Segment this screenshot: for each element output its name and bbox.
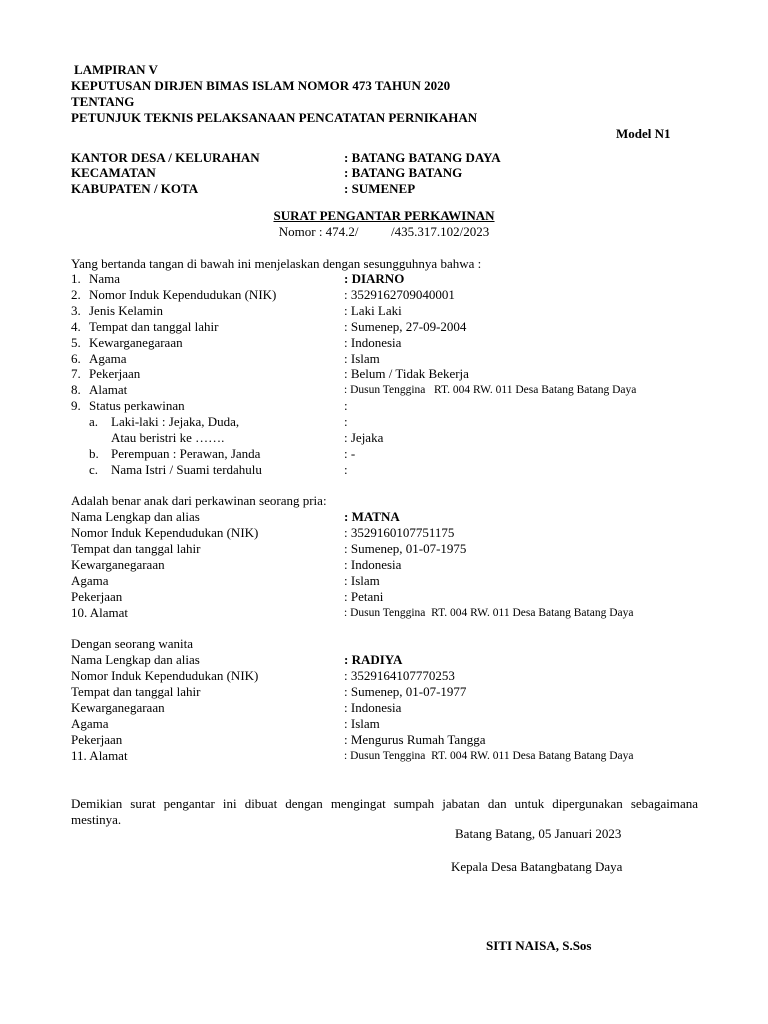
row-value: : Jejaka <box>344 430 384 445</box>
row-label: Tempat dan tanggal lahir <box>71 541 201 556</box>
row-number: 9. <box>71 398 81 413</box>
row-label: Tempat dan tanggal lahir <box>71 684 201 699</box>
model-label: Model N1 <box>616 126 671 141</box>
row-label: Kewarganegaraan <box>89 335 183 350</box>
row-number: 6. <box>71 351 81 366</box>
closing-text: Demikian surat pengantar ini dibuat dengan mengingat sumpah jabatan dan untuk dipergunakan sebagaimana <box>71 796 698 811</box>
row-label: Pekerjaan <box>71 589 123 604</box>
row-value: : <box>344 462 348 477</box>
row-label: Agama <box>71 573 109 588</box>
row-value: : Indonesia <box>344 335 402 350</box>
row-number: 5. <box>71 335 81 350</box>
intro-text: Yang bertanda tangan di bawah ini menjelaskan dengan sesungguhnya bahwa : <box>71 256 482 271</box>
row-label: Nama Lengkap dan alias <box>71 652 200 667</box>
office-value: : BATANG BATANG <box>344 165 463 180</box>
row-value: : Indonesia <box>344 700 402 715</box>
mother-intro: Dengan seorang wanita <box>71 636 194 651</box>
row-number: 7. <box>71 366 81 381</box>
father-intro: Adalah benar anak dari perkawinan seorang pria: <box>71 493 327 508</box>
place-date: Batang Batang, 05 Januari 2023 <box>455 826 622 841</box>
row-label: Jenis Kelamin <box>89 303 164 318</box>
row-label: Nama <box>89 271 121 286</box>
row-label: Status perkawinan <box>89 398 185 413</box>
row-number: 3. <box>71 303 81 318</box>
row-value: : Petani <box>344 589 384 604</box>
row-value: : RADIYA <box>344 652 403 667</box>
row-value: : DIARNO <box>344 271 405 286</box>
row-number: c. <box>89 462 99 477</box>
letter-title: SURAT PENGANTAR PERKAWINAN <box>273 208 495 223</box>
row-value: : 3529160107751175 <box>344 525 455 540</box>
row-value: : Belum / Tidak Bekerja <box>344 366 469 381</box>
row-label: 10. Alamat <box>71 605 129 620</box>
row-value: : Islam <box>344 573 380 588</box>
signer-name: SITI NAISA, S.Sos <box>486 938 592 953</box>
row-label: Nomor Induk Kependudukan (NIK) <box>89 287 277 302</box>
row-value: : 3529162709040001 <box>344 287 455 302</box>
row-label: Nomor Induk Kependudukan (NIK) <box>71 668 259 683</box>
row-label: Laki-laki : Jejaka, Duda, <box>111 414 240 429</box>
row-value: : <box>344 414 348 429</box>
row-value: : - <box>344 446 356 461</box>
row-label: Agama <box>89 351 127 366</box>
row-label: Perempuan : Perawan, Janda <box>111 446 261 461</box>
row-value: : Indonesia <box>344 557 402 572</box>
row-value: : Sumenep, 01-07-1975 <box>344 541 467 556</box>
row-value: : 3529164107770253 <box>344 668 455 683</box>
office-label: KECAMATAN <box>71 165 156 180</box>
office-label: KABUPATEN / KOTA <box>71 181 199 196</box>
row-value: : Dusun Tenggina RT. 004 RW. 011 Desa Batang Batang Daya <box>344 384 637 396</box>
row-label: Kewarganegaraan <box>71 700 165 715</box>
row-number: b. <box>89 446 99 461</box>
row-value: : Dusun Tenggina RT. 004 RW. 011 Desa Batang Batang Daya <box>344 750 634 762</box>
office-value: : SUMENEP <box>344 181 416 196</box>
petunjuk-title: PETUNJUK TEKNIS PELAKSANAAN PENCATATAN PERNIKAHAN <box>71 110 478 125</box>
office-label: KANTOR DESA / KELURAHAN <box>71 150 260 165</box>
row-value: : Sumenep, 01-07-1977 <box>344 684 467 699</box>
tentang-title: TENTANG <box>71 94 135 109</box>
closing-text-end: mestinya. <box>71 812 122 827</box>
row-number: 4. <box>71 319 81 334</box>
row-value: : Islam <box>344 716 380 731</box>
row-label: Nomor Induk Kependudukan (NIK) <box>71 525 259 540</box>
row-value: : <box>344 398 348 413</box>
office-value: : BATANG BATANG DAYA <box>344 150 501 165</box>
signer-title: Kepala Desa Batangbatang Daya <box>451 859 623 874</box>
row-label: Atau beristri ke ……. <box>111 430 225 445</box>
row-label: Kewarganegaraan <box>71 557 165 572</box>
row-number: a. <box>89 414 99 429</box>
row-label: Nama Istri / Suami terdahulu <box>111 462 262 477</box>
row-number: 8. <box>71 382 81 397</box>
row-value: : Sumenep, 27-09-2004 <box>344 319 467 334</box>
letter-number: Nomor : 474.2/ /435.317.102/2023 <box>278 224 490 239</box>
row-value: : Dusun Tenggina RT. 004 RW. 011 Desa Batang Batang Daya <box>344 607 634 619</box>
lampiran-title: LAMPIRAN V <box>74 62 158 77</box>
row-label: Pekerjaan <box>71 732 123 747</box>
row-number: 1. <box>71 271 81 286</box>
keputusan-title: KEPUTUSAN DIRJEN BIMAS ISLAM NOMOR 473 TAHUN 2020 <box>71 78 451 93</box>
row-value: : Laki Laki <box>344 303 402 318</box>
row-label: 11. Alamat <box>71 748 128 763</box>
row-label: Tempat dan tanggal lahir <box>89 319 219 334</box>
row-label: Nama Lengkap dan alias <box>71 509 200 524</box>
row-value: : MATNA <box>344 509 400 524</box>
row-value: : Islam <box>344 351 380 366</box>
row-label: Agama <box>71 716 109 731</box>
row-label: Pekerjaan <box>89 366 141 381</box>
row-number: 2. <box>71 287 81 302</box>
row-label: Alamat <box>89 382 128 397</box>
row-value: : Mengurus Rumah Tangga <box>344 732 486 747</box>
